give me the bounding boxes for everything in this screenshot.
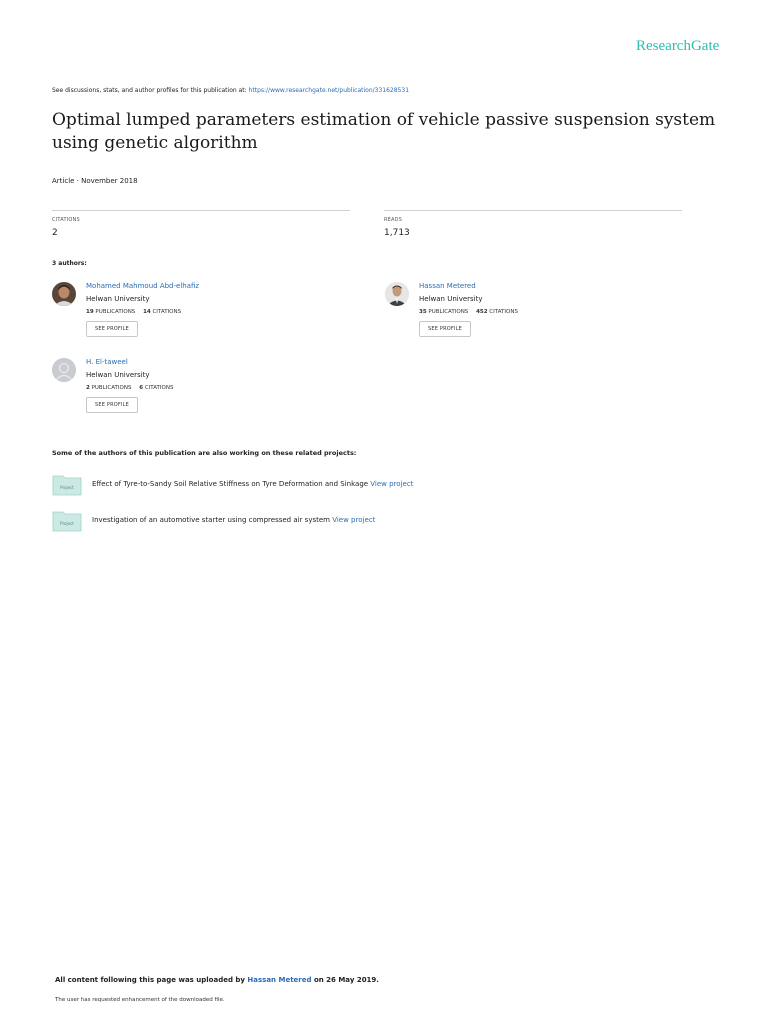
project-folder-icon <box>52 474 82 496</box>
citations-label: CITATIONS <box>489 309 518 315</box>
author-card <box>52 282 352 346</box>
article-date: Article · November 2018 <box>52 177 138 185</box>
see-profile-button[interactable]: SEE PROFILE <box>86 321 138 337</box>
reads-label: READS <box>384 217 403 223</box>
discussion-text: See discussions, stats, and author profiles for this publication at: <box>52 87 247 94</box>
author-affiliation: Helwan University <box>86 295 150 303</box>
citations-stat <box>52 210 350 238</box>
publication-url-link[interactable]: https://www.researchgate.net/publication/331628531 <box>248 87 410 94</box>
view-project-link[interactable]: View project <box>332 516 376 524</box>
project-text <box>92 516 375 524</box>
uploader-link[interactable]: Hassan Metered <box>247 976 312 984</box>
upload-suffix: on 26 May 2019. <box>313 976 379 984</box>
project-text <box>92 480 413 488</box>
project-icon-label: Project <box>60 485 74 490</box>
see-profile-button[interactable]: SEE PROFILE <box>419 321 471 337</box>
publication-title: Optimal lumped parameters estimation of vehicle passive suspension system using genetic algorithm <box>52 110 716 153</box>
related-projects-heading: Some of the authors of this publication are also working on these related projects: <box>52 449 357 457</box>
publications-label: PUBLICATIONS <box>91 385 132 391</box>
citations-value: 2 <box>52 228 58 238</box>
reads-value: 1,713 <box>384 228 410 238</box>
author-affiliation: Helwan University <box>86 371 150 379</box>
author-stats <box>86 385 173 391</box>
project-title: Effect of Tyre-to-Sandy Soil Relative Stiffness on Tyre Deformation and Sinkage <box>92 480 369 488</box>
author-stats <box>86 309 199 315</box>
author-stats <box>419 309 518 315</box>
upload-prefix: All content following this page was uploaded by <box>55 976 245 984</box>
citations-count: 6 <box>139 385 144 391</box>
author-name-link[interactable]: Hassan Metered <box>419 282 476 290</box>
upload-note <box>55 976 379 984</box>
discussion-line <box>52 87 409 94</box>
publications-count: 2 <box>86 385 90 391</box>
project-title: Investigation of an automotive starter using compressed air system <box>92 516 330 524</box>
publications-label: PUBLICATIONS <box>95 309 136 315</box>
project-folder-icon <box>52 510 82 532</box>
author-card <box>52 358 352 422</box>
related-project <box>52 474 472 496</box>
publications-count: 35 <box>419 309 427 315</box>
enhancement-note: The user has requested enhancement of the downloaded file. <box>55 997 225 1003</box>
avatar[interactable] <box>385 282 409 306</box>
author-name-link[interactable]: Mohamed Mahmoud Abd-elhafiz <box>86 282 200 290</box>
publications-label: PUBLICATIONS <box>428 309 469 315</box>
project-icon-label: Project <box>60 521 74 526</box>
avatar-placeholder-icon[interactable] <box>52 358 76 382</box>
citations-count: 452 <box>476 309 488 315</box>
authors-heading: 3 authors: <box>52 260 87 267</box>
reads-stat <box>384 210 682 238</box>
citations-label: CITATIONS <box>52 217 80 223</box>
author-card <box>385 282 685 346</box>
researchgate-logo: ResearchGate <box>636 38 720 54</box>
related-project <box>52 510 472 532</box>
author-affiliation: Helwan University <box>419 295 483 303</box>
author-name-link[interactable]: H. El-taweel <box>86 358 128 366</box>
citations-count: 14 <box>143 309 151 315</box>
publications-count: 19 <box>86 309 94 315</box>
citations-label: CITATIONS <box>152 309 182 315</box>
see-profile-button[interactable]: SEE PROFILE <box>86 397 138 413</box>
avatar[interactable] <box>52 282 76 306</box>
view-project-link[interactable]: View project <box>370 480 414 488</box>
citations-label: CITATIONS <box>144 385 174 391</box>
